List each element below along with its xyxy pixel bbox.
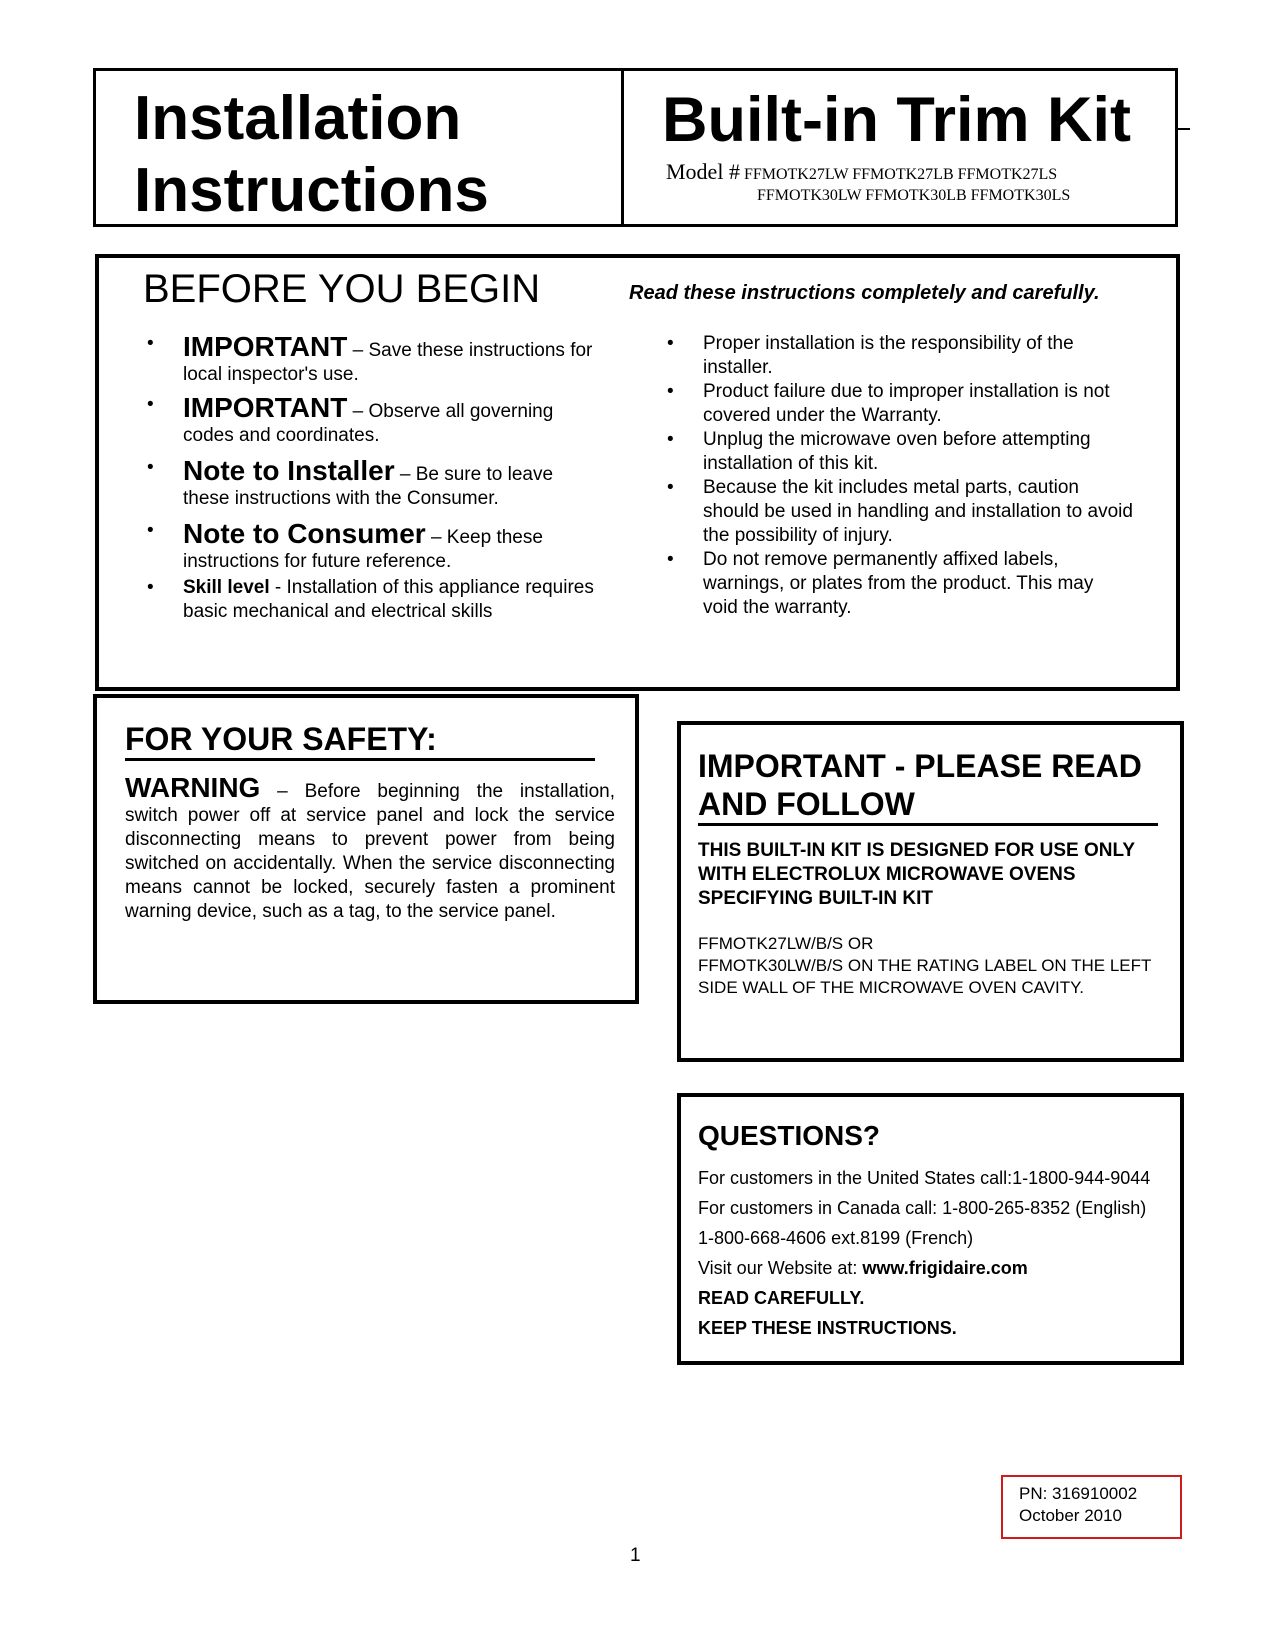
bullet-icon: •	[147, 520, 154, 541]
bullet-icon: •	[667, 381, 674, 402]
bullet-icon: •	[667, 549, 674, 570]
list-item	[667, 476, 1133, 548]
canada-phone-line: For customers in Canada call: 1-800-265-8352 (English)	[698, 1198, 1147, 1218]
page-number: 1	[630, 1545, 641, 1566]
list-item	[667, 548, 1133, 620]
models-line-2: FFMOTK30LW FFMOTK30LB FFMOTK30LS	[757, 187, 1071, 204]
right-bullet-list	[667, 332, 1133, 620]
item-text: – Keep these instructions for future reference.	[183, 527, 543, 572]
item-lead: IMPORTANT	[183, 392, 348, 423]
model-numbers-line-1	[666, 159, 1057, 185]
part-number: PN: 316910002	[1019, 1484, 1138, 1503]
left-bullet-list	[147, 331, 603, 624]
safety-warning	[125, 772, 615, 924]
list-item	[147, 331, 603, 387]
model-label: Model #	[666, 159, 740, 184]
website-link[interactable]: www.frigidaire.com	[862, 1258, 1028, 1278]
important-heading: IMPORTANT - PLEASE READ AND FOLLOW	[698, 747, 1158, 826]
item-text: – Observe all governing codes and coordinates.	[183, 401, 554, 446]
item-text: – Save these instructions for local inspector's use.	[183, 340, 593, 385]
safety-heading: FOR YOUR SAFETY:	[125, 720, 595, 761]
us-phone-line: For customers in the United States call:1-1800-944-9044	[698, 1168, 1151, 1188]
warning-text: – Before beginning the installation, switch power off at service panel and lock the service disconnecting means to prevent power from being switched on accidentally. When the service disconnecting means cannot be locked, securely fasten a prominent warning device, such as a tag, to the service panel.	[125, 781, 615, 922]
questions-section	[677, 1093, 1184, 1365]
item-text: Proper installation is the responsibility of the installer.	[703, 333, 1074, 378]
list-item	[147, 392, 603, 448]
part-number-box	[1001, 1475, 1182, 1539]
warning-label: WARNING	[125, 772, 261, 803]
list-item	[667, 428, 1133, 476]
bullet-icon: •	[667, 477, 674, 498]
list-item	[147, 518, 603, 574]
keep-instructions: KEEP THESE INSTRUCTIONS.	[698, 1318, 957, 1338]
title-line-1: Installation	[134, 84, 462, 153]
list-item	[667, 380, 1133, 428]
list-item	[147, 455, 603, 511]
important-bold-text: THIS BUILT-IN KIT IS DESIGNED FOR USE ONLY WITH ELECTROLUX MICROWAVE OVENS SPECIFYING BUILT-IN KIT	[698, 840, 1135, 909]
product-title: Built-in Trim Kit	[662, 85, 1131, 155]
bullet-icon: •	[147, 577, 154, 598]
read-carefully: READ CAREFULLY.	[698, 1288, 865, 1308]
product-title-box	[621, 68, 1178, 227]
list-item	[147, 576, 603, 624]
before-you-begin-section	[95, 254, 1180, 691]
safety-section	[93, 694, 639, 1004]
models-line-1: FFMOTK27LW FFMOTK27LB FFMOTK27LS	[743, 166, 1058, 183]
item-lead: Note to Installer	[183, 455, 395, 486]
before-you-begin-heading: BEFORE YOU BEGIN	[143, 267, 541, 311]
contact-lines	[698, 1163, 1178, 1343]
publish-date: October 2010	[1019, 1506, 1123, 1525]
questions-heading: QUESTIONS?	[698, 1120, 881, 1151]
important-section	[677, 721, 1184, 1062]
item-text: – Be sure to leave these instructions with the Consumer.	[183, 464, 554, 509]
french-phone-line: 1-800-668-4606 ext.8199 (French)	[698, 1228, 974, 1248]
item-lead: Note to Consumer	[183, 518, 426, 549]
website-line	[698, 1253, 1178, 1283]
document-title-box	[93, 68, 624, 227]
item-text: Because the kit includes metal parts, caution should be used in handling and installation to avoid the possibility of injury.	[703, 477, 1133, 546]
document-title	[134, 83, 489, 227]
item-text: Do not remove permanently affixed labels, warnings, or plates from the product. This may void the warranty.	[703, 549, 1094, 618]
bullet-icon: •	[147, 394, 154, 415]
bullet-icon: •	[667, 333, 674, 354]
list-item	[667, 332, 1133, 380]
title-line-2: Instructions	[134, 156, 489, 225]
bullet-icon: •	[667, 429, 674, 450]
margin-tick	[1178, 128, 1190, 130]
website-label: Visit our Website at:	[698, 1258, 863, 1278]
item-text: Product failure due to improper installation is not covered under the Warranty.	[703, 381, 1110, 426]
item-lead: Skill level	[183, 577, 270, 598]
bullet-icon: •	[147, 457, 154, 478]
before-you-begin-subheading: Read these instructions completely and carefully.	[629, 282, 1100, 304]
bullet-icon: •	[147, 333, 154, 354]
item-text: Unplug the microwave oven before attempting installation of this kit.	[703, 429, 1091, 474]
item-lead: IMPORTANT	[183, 331, 348, 362]
important-text: FFMOTK27LW/B/S OR FFMOTK30LW/B/S ON THE RATING LABEL ON THE LEFT SIDE WALL OF THE MICROWAVE OVEN CAVITY.	[698, 934, 1152, 997]
item-text: - Installation of this appliance requires basic mechanical and electrical skills	[183, 577, 594, 622]
